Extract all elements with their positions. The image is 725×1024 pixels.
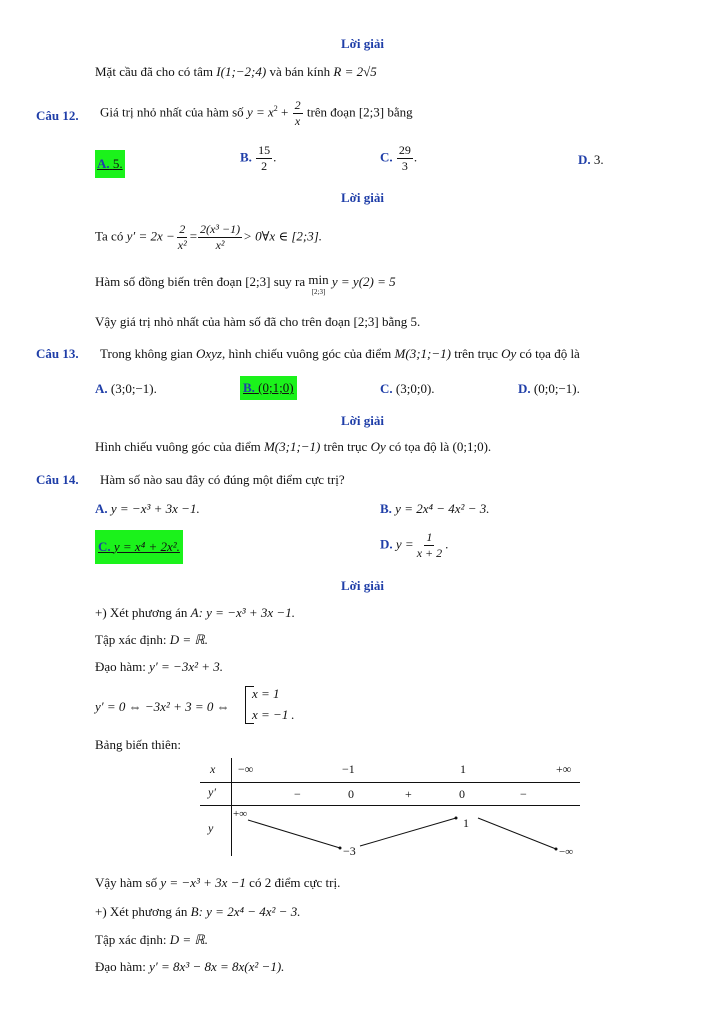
q12-solution-line-3 [95, 314, 420, 330]
option-label: A. [95, 381, 108, 396]
fraction [415, 530, 444, 561]
derivative: y′ = −3x² + 3. [149, 659, 224, 674]
option-label: B. [243, 380, 255, 395]
variation-arrows [200, 758, 580, 858]
table-x-value: −1 [342, 762, 355, 776]
q14-solution-line-6 [95, 875, 340, 891]
root-2: x = −1 [252, 707, 289, 722]
text: Giá trị nhỏ nhất của hàm số [100, 104, 244, 120]
text: Tập xác định: [95, 932, 167, 947]
inequality: > 0∀x ∈ [2;3]. [243, 228, 323, 244]
answer-value: (0;1;0). [452, 439, 492, 454]
q14-statement: Hàm số nào sau đây có đúng một điểm cực trị? [100, 472, 345, 487]
table-sign: − [520, 787, 527, 801]
text: y = [395, 536, 414, 552]
option-name: A [190, 605, 199, 620]
derivative: y′ = 8x³ − 8x = 8x(x² −1). [149, 959, 285, 974]
text: điểm cực trị. [274, 875, 341, 890]
option-value: 5. [112, 156, 123, 171]
text: Vậy giá trị nhỏ nhất của hàm số đã cho trên đoạn [95, 314, 351, 329]
variation-table [200, 758, 580, 858]
q14-option-c[interactable] [95, 530, 183, 564]
numerator: 29 [398, 143, 411, 157]
table-y-value: +∞ [233, 808, 248, 820]
q13-option-b[interactable] [240, 376, 297, 400]
option-value: y = 2x⁴ − 4x² − 3. [395, 501, 490, 516]
decreasing-arrow [478, 818, 556, 849]
table-yprime-label: y′ [208, 785, 216, 799]
domain: D = ℝ. [169, 932, 208, 947]
table-sign: + [405, 787, 412, 801]
min-value: y = y(2) = 5 [331, 274, 396, 289]
min-subscript: [2;3] [311, 288, 326, 296]
text: trên đoạn [306, 104, 356, 120]
variation-table-caption: Bảng biến thiên: [95, 737, 181, 752]
option-label: B. [240, 149, 252, 165]
text: và bán kính [269, 64, 331, 79]
q13-option-d[interactable] [518, 381, 580, 397]
text: +) Xét phương án [95, 904, 188, 919]
fraction [293, 98, 303, 129]
fraction [198, 222, 242, 253]
text: +) Xét phương án [95, 605, 188, 620]
correct-answer-highlight [95, 150, 125, 178]
table-x-label: x [210, 762, 216, 776]
text: có [249, 875, 262, 890]
table-sign: 0 [348, 787, 354, 801]
text: Hàm số đồng biến trên đoạn [95, 274, 242, 289]
text: trên trục [454, 346, 498, 361]
coordinate-space: Oxyz [195, 346, 222, 361]
period: . [291, 707, 295, 722]
q12-solution-line-2 [95, 274, 396, 298]
table-x-value: −∞ [238, 762, 254, 776]
text: bằng [387, 104, 413, 120]
q14-option-b[interactable] [380, 501, 489, 517]
text: Tập xác định: [95, 632, 167, 647]
numerator: 2(x³ −1) [200, 222, 241, 236]
fraction [397, 143, 413, 174]
option-value: (3;0;0). [395, 381, 435, 396]
q14-solution-line-2 [95, 632, 208, 648]
denominator: x² [177, 238, 187, 252]
text: Vậy hàm số [95, 875, 158, 890]
question-number-14: Câu 14. [36, 472, 79, 487]
function: : y = −x³ + 3x −1. [198, 605, 295, 620]
q13-statement [100, 346, 580, 362]
q12-option-c[interactable]: C. $\frac{29}{3}$ . [380, 143, 418, 173]
numerator: 15 [258, 143, 271, 157]
option-value: (0;1;0) [258, 380, 294, 395]
table-sign: 0 [459, 787, 465, 801]
interval: [2;3] [245, 274, 271, 289]
table-sign: − [294, 787, 301, 801]
interval: [2;3] [358, 104, 385, 120]
text: Trong không gian [100, 346, 193, 361]
q14-option-a[interactable] [95, 501, 200, 517]
option-label: C. [380, 149, 393, 165]
q14-option-d[interactable]: D. y = $\frac{1}{x + 2}$ . [380, 530, 449, 560]
option-label: C. [98, 539, 111, 554]
numerator: 2 [179, 222, 186, 236]
option-label: D. [518, 381, 531, 396]
text: có tọa độ là [388, 439, 450, 454]
point: M(3;1;−1) [263, 439, 321, 454]
fraction [256, 143, 272, 174]
option-label: C. [380, 381, 393, 396]
text: bằng 5. [382, 314, 421, 329]
numerator: 1 [426, 530, 433, 544]
solution-heading: Lời giải [341, 578, 384, 593]
text: trên trục [323, 439, 368, 454]
table-y-value: −3 [343, 844, 356, 858]
min-operator [308, 274, 328, 298]
option-label: B. [380, 501, 392, 516]
correct-answer-highlight [95, 530, 183, 564]
root-1: x = 1 [252, 686, 280, 701]
q12-solution-line-1 [95, 222, 322, 253]
text: + [277, 104, 292, 120]
q14-solution-line-1 [95, 605, 295, 621]
option-value: y = −x³ + 3x −1. [110, 501, 200, 516]
table-y-value: −∞ [559, 846, 574, 858]
q14-solution-line-9 [95, 959, 284, 975]
q12-option-d[interactable] [578, 152, 604, 168]
question-number-13: Câu 13. [36, 346, 79, 361]
option-value: y = x⁴ + 2x². [113, 539, 180, 554]
denominator: x [294, 114, 301, 128]
denominator: x² [215, 238, 225, 252]
solution-heading: Lời giải [341, 190, 384, 205]
q12-option-a[interactable] [95, 150, 125, 178]
min-word: min [308, 272, 329, 287]
derivative: y′ = 2x − [126, 228, 175, 244]
option-value: (0;0;−1). [533, 381, 580, 396]
q14-solution-line-8 [95, 932, 208, 948]
extrema-count: 2 [264, 875, 272, 890]
correct-answer-highlight [240, 376, 297, 400]
text: Đạo hàm: [95, 659, 146, 674]
text: có tọa độ là [519, 346, 580, 361]
equation: y′ = 0 ⇔ −3x² + 3 = 0 ⇔ [95, 699, 230, 714]
numerator: 2 [294, 98, 301, 112]
q12-option-b[interactable]: B. $\frac{15}{2}$ . [240, 143, 277, 173]
point: M(3;1;−1) [394, 346, 451, 361]
function: : y = 2x⁴ − 4x² − 3. [198, 904, 301, 919]
text: Đạo hàm: [95, 959, 146, 974]
text: , hình chiếu vuông góc của điểm [221, 346, 392, 361]
table-y-value: 1 [463, 816, 469, 830]
q14-solution-line-7 [95, 904, 300, 920]
denominator: 3 [401, 159, 408, 173]
increasing-arrow [360, 818, 456, 846]
text: suy ra [273, 274, 306, 289]
table-y-label: y [208, 821, 214, 835]
solution-heading: Lời giải [341, 413, 384, 428]
option-label: A. [95, 501, 108, 516]
option-label: D. [380, 536, 393, 552]
axis: Oy [501, 346, 517, 361]
question-number-12: Câu 12. [36, 108, 79, 123]
decreasing-arrow [248, 820, 340, 848]
option-label: A. [97, 156, 110, 171]
function: y = −x³ + 3x −1 [160, 875, 246, 890]
equals: = [189, 228, 198, 244]
sphere-center: I(1;−2;4) [216, 64, 267, 79]
option-label: D. [578, 152, 591, 167]
text: Ta có [95, 228, 124, 244]
axis: Oy [370, 439, 386, 454]
function: y = x [246, 104, 274, 120]
denominator: x + 2 [416, 546, 443, 560]
option-value: (3;0;−1). [110, 381, 157, 396]
q14-solution-line-4 [95, 699, 230, 715]
solution-heading: Lời giải [341, 36, 384, 51]
domain: D = ℝ. [169, 632, 208, 647]
q13-option-c[interactable] [380, 381, 435, 397]
text: Hình chiếu vuông góc của điểm [95, 439, 261, 454]
option-value: 3. [593, 152, 604, 167]
q12-statement: Giá trị nhỏ nhất của hàm số $y = x^2$ + $\frac{2}{x}$ trên đoạn [2;3] bằng [100, 98, 413, 128]
table-x-value: 1 [460, 762, 466, 776]
denominator: 2 [261, 159, 268, 173]
q13-option-a[interactable] [95, 381, 157, 397]
table-x-value: +∞ [556, 762, 572, 776]
interval: [2;3] [353, 314, 379, 329]
q13-solution-line [95, 439, 491, 455]
q14-solution-line-3 [95, 659, 223, 675]
q11-solution-line [95, 64, 377, 80]
sphere-radius: R = 2√5 [333, 64, 377, 79]
fraction [176, 222, 189, 253]
option-name: B [190, 904, 199, 919]
text: Mặt cầu đã cho có tâm [95, 64, 214, 79]
